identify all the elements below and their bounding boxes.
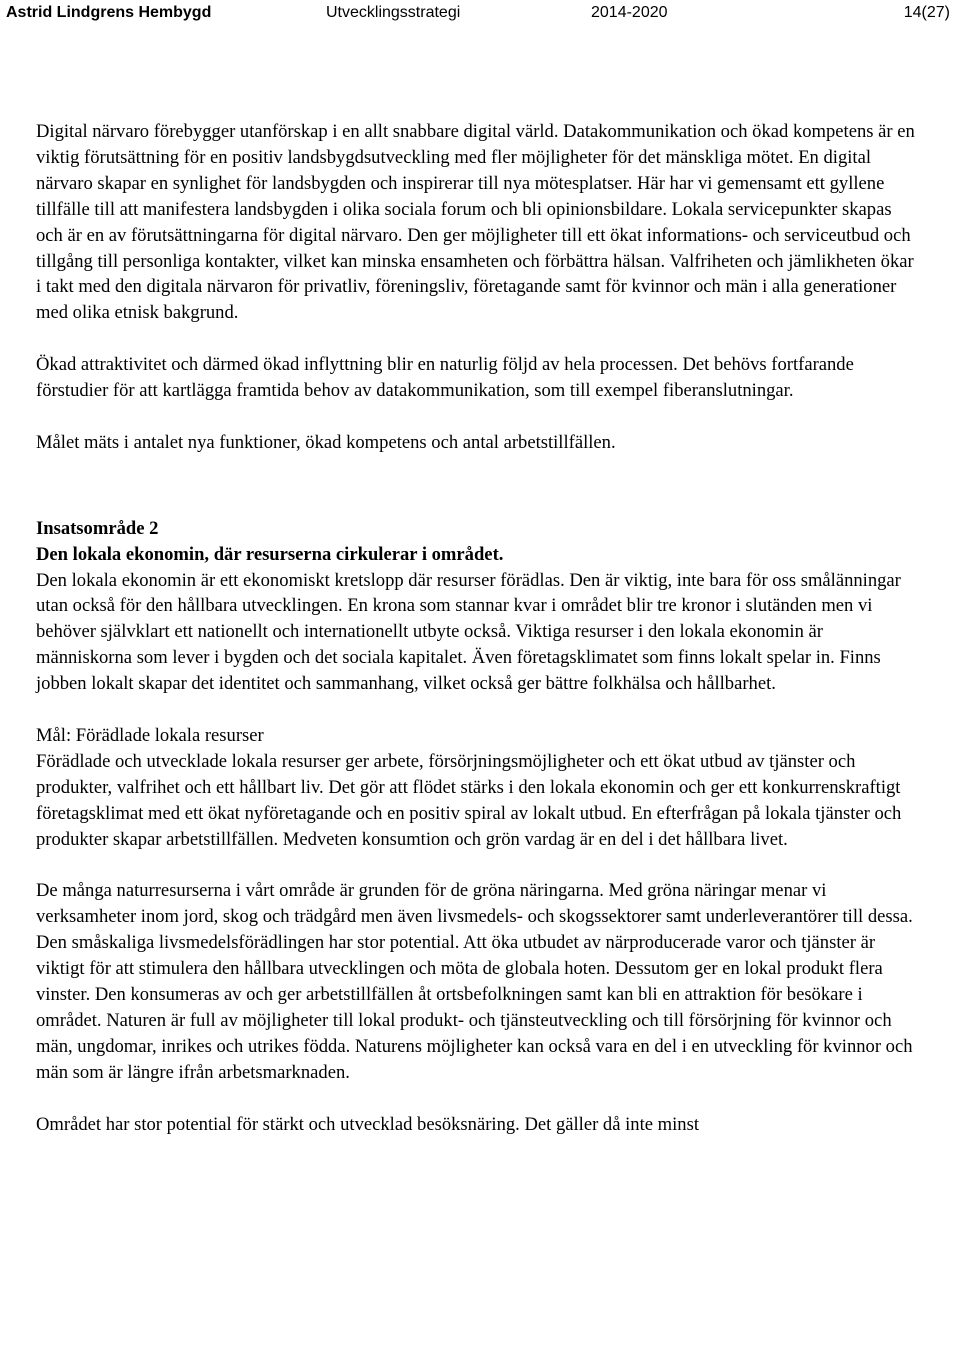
document-body — [36, 119, 916, 1137]
paragraph-local-economy: Den lokala ekonomin är ett ekonomiskt kretslopp där resurser förädlas. Den är viktig, inte bara för oss smålänningar utan också för den hållbara utvecklingen. En krona som stannar kvar i området blir tre kronor i slutänden men vi behöver självklart ett nationellt och internationellt utbyte också. Viktiga resurser i den lokala ekonomin är människorna som lever i bygden och det sociala kapitalet. Även företagsklimatet som finns lokalt spelar in. Finns jobben lokalt skapar det identitet och sammanhang, vilket också ger bättre folkhälsa och hållbarhet. — [36, 569, 901, 695]
header-document-title: Utvecklingsstrategi — [326, 4, 461, 21]
paragraph-attractiveness: Ökad attraktivitet och därmed ökad inflyttning blir en naturlig följd av hela processen. Det behövs fortfarande förstudier för att kartlägga framtida behov av datakommunikation, som till exempel fiberanslutningar. — [36, 354, 854, 402]
header-period: 2014-2020 — [591, 4, 668, 21]
paragraph-natural-resources: De många naturresurserna i vårt område är grunden för de gröna näringarna. Med gröna näringar menar vi verksamheter inom jord, skog och trädgård men även livsmedels- och skogssektorer samt underleverantörer till dessa. Den småskaliga livsmedelsförädlingen har stor potential. Att öka utbudet av närproducerade varor och tjänster är viktigt för att stimulera den hållbara utvecklingen och möta de globala hoten. Dessutom ger en lokal produkt flera vinster. Den konsumeras av och ger arbetstillfällen åt ortsbefolkningen samt kan bli en attraktion för besökare i området. Naturen är full av möjligheter till lokal produkt- och tjänsteutveckling och till försörjning för kvinnor och män, ungdomar, inrikes och utrikes födda. Naturens möjligheter kan också vara en del i en utveckling för kvinnor och män som är längre ifrån arbetsmarknaden. — [36, 880, 913, 1083]
paragraph-refined-resources: Förädlade och utvecklade lokala resurser ger arbete, försörjningsmöjligheter och ett ökat utbud av tjänster och produkter, valfrihet och ett hållbart liv. Det gör att flödet stärks i den lokala ekonomin och ger ett konkurrenskraftigt företagsklimat med ett ökat nyföretagande och en positiv spiral av lokalt utbud. En efterfrågan på lokala tjänster och produkter skapar arbetstillfällen. Medveten konsumtion och grön vardag är en del i det hållbara livet. — [36, 750, 902, 850]
page-header — [0, 0, 960, 30]
section-subheading: Den lokala ekonomin, där resurserna cirkulerar i området. — [36, 543, 504, 565]
header-organization: Astrid Lindgrens Hembygd — [6, 4, 212, 21]
paragraph-goal-measure: Målet mäts i antalet nya funktioner, ökad kompetens och antal arbetstillfällen. — [36, 431, 616, 453]
paragraph-tourism: Området har stor potential för stärkt och utvecklad besöksnäring. Det gäller då inte minst — [36, 1113, 699, 1135]
section-heading: Insatsområde 2 — [36, 517, 159, 539]
goal-heading: Mål: Förädlade lokala resurser — [36, 724, 264, 746]
header-page-number: 14(27) — [903, 4, 950, 21]
paragraph-digital-presence: Digital närvaro förebygger utanförskap i en allt snabbare digital värld. Datakommunikation och ökad kompetens är en viktig förutsättning för en positiv landsbygdsutveckling med fler möjligheter för det mänskliga mötet. En digital närvaro skapar en synlighet för landsbygden och inspirerar till nya mötesplatser. Här har vi gemensamt ett gyllene tillfälle till att manifestera landsbygden i olika sociala forum och bli opinionsbildare. Lokala servicepunkter skapas och är en av förutsättningarna för digital närvaro. Den ger möjligheter till ett ökat informations- och serviceutbud och tillgång till personliga kontakter, vilket kan minska ensamheten och förbättra hälsan. Valfriheten och jämlikheten ökar i takt med den digitala närvaron för privatliv, föreningsliv, företagande samt för kvinnor och män i alla generationer med olika etnisk bakgrund. — [36, 121, 915, 324]
